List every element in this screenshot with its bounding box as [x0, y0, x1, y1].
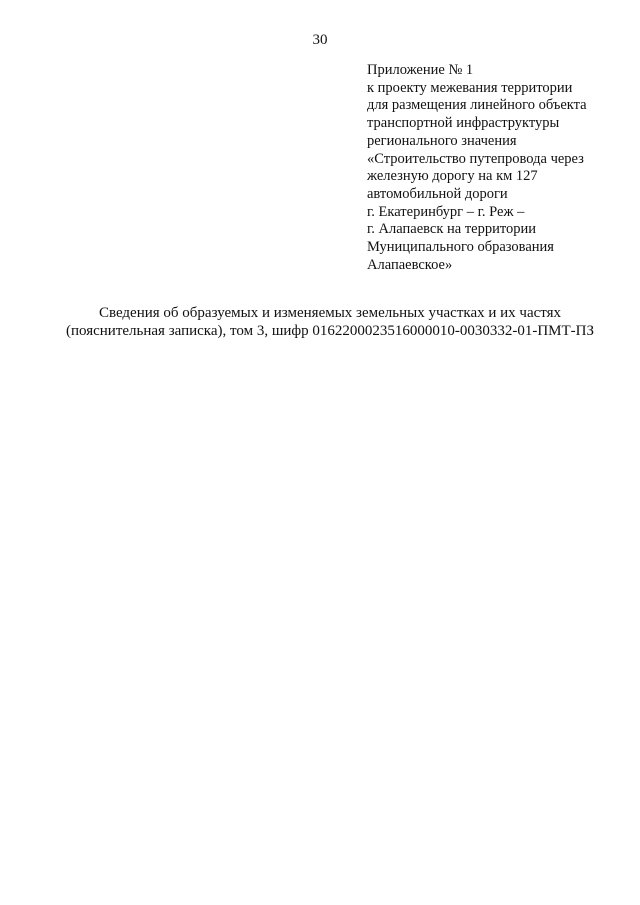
appendix-caption	[367, 62, 627, 274]
appendix-line: транспортной инфраструктуры	[367, 115, 560, 132]
heading-subtitle: (пояснительная записка), том 3, шифр 0162200023516000010-0030332-01-ПМТ-ПЗ	[65, 323, 595, 339]
page-number: 30	[312, 32, 328, 48]
appendix-line: к проекту межевания территории	[367, 79, 573, 96]
appendix-line: г. Алапаевск на территории	[367, 221, 537, 238]
appendix-line: Алапаевское»	[367, 256, 453, 273]
appendix-line: регионального значения	[367, 132, 517, 149]
appendix-line: г. Екатеринбург – г. Реж –	[367, 203, 525, 220]
appendix-line: для размещения линейного объекта	[367, 97, 587, 114]
appendix-line: Приложение № 1	[367, 62, 474, 78]
heading-title: Сведения об образуемых и изменяемых земельных участках и их частях	[98, 305, 562, 321]
appendix-line: Муниципального образования	[367, 239, 554, 256]
appendix-line: автомобильной дороги	[367, 185, 508, 202]
appendix-line: железную дорогу на км 127	[367, 168, 538, 185]
document-heading	[0, 304, 640, 340]
appendix-line: «Строительство путепровода через	[367, 150, 584, 167]
